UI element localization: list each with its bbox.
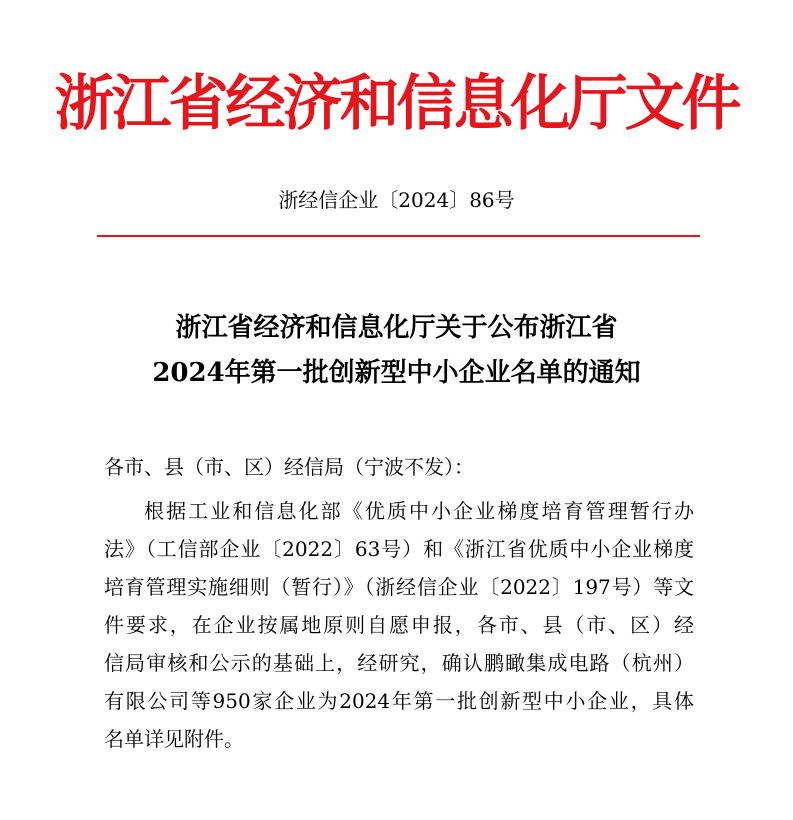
body-line: 有限公司等950家企业为2024年第一批创新型中小企业，具体	[104, 689, 694, 713]
body-line: 件要求，在企业按属地原则自愿申报，各市、县（市、区）经	[104, 613, 694, 637]
notice-title-line-2: 2024年第一批创新型中小企业名单的通知	[152, 358, 641, 388]
notice-title	[0, 306, 793, 396]
body-line: 根据工业和信息化部《优质中小企业梯度培育管理暂行办	[144, 499, 694, 523]
masthead-title: 浙江省经济和信息化厅文件	[54, 69, 739, 139]
body-line: 培育管理实施细则（暂行）》（浙经信企业〔2022〕197号）等文	[104, 575, 694, 599]
body-paragraph	[104, 492, 694, 758]
body-line: 法》（工信部企业〔2022〕63号）和《浙江省优质中小企业梯度	[104, 537, 694, 561]
body-line: 名单详见附件。	[104, 727, 244, 751]
body-line: 信局审核和公示的基础上，经研究，确认鹏瞰集成电路（杭州）	[104, 651, 694, 675]
notice-title-line-1: 浙江省经济和信息化厅关于公布浙江省	[175, 313, 618, 343]
salutation: 各市、县（市、区）经信局（宁波不发）：	[104, 455, 474, 479]
red-divider-rule	[97, 235, 700, 237]
document-number: 浙经信企业〔2024〕86号	[278, 188, 515, 212]
